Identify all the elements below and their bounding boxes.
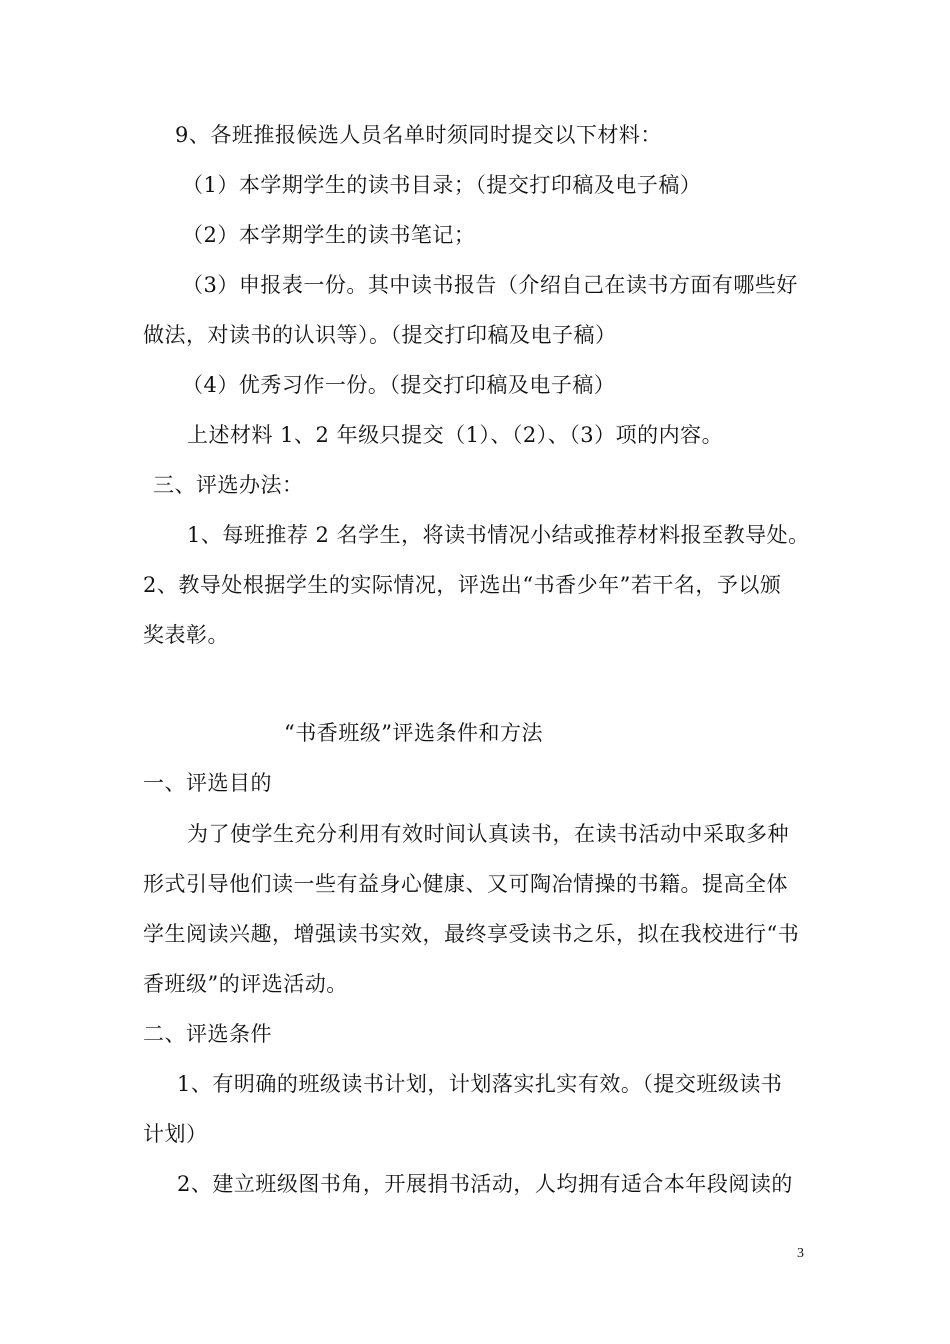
condition-item-2: 2、建立班级图书角，开展捐书活动，人均拥有适合本年段阅读的 [177, 1172, 793, 1196]
method-item-2-continued: 奖表彰。 [143, 623, 229, 647]
heading-conditions: 二、评选条件 [143, 1022, 272, 1046]
purpose-paragraph-line-2: 形式引导他们读一些有益身心健康、又可陶冶情操的书籍。提高全体 [143, 872, 788, 896]
condition-item-1-continued: 计划） [143, 1122, 208, 1146]
item-3-application-form: （3）申报表一份。其中读书报告（介绍自己在读书方面有哪些好 [182, 273, 798, 297]
page-number: 3 [797, 1246, 804, 1261]
method-item-2: 2、教导处根据学生的实际情况，评选出“书香少年”若干名，予以颁 [143, 573, 782, 597]
grade-note: 上述材料 1、2 年级只提交（1）、（2）、（3）项的内容。 [187, 423, 724, 447]
item-9-requirements: 9、各班推报候选人员名单时须同时提交以下材料： [175, 123, 662, 147]
purpose-paragraph-line-4: 香班级”的评选活动。 [143, 972, 348, 996]
purpose-paragraph-line-3: 学生阅读兴趣，增强读书实效，最终享受读书之乐，拟在我校进行“书 [143, 922, 800, 946]
item-4-essay: （4）优秀习作一份。（提交打印稿及电子稿） [182, 373, 616, 397]
heading-purpose: 一、评选目的 [143, 771, 272, 795]
method-item-1: 1、每班推荐 2 名学生，将读书情况小结或推荐材料报至教导处。 [187, 523, 810, 547]
item-3-continued: 做法，对读书的认识等）。（提交打印稿及电子稿） [143, 323, 617, 347]
purpose-paragraph-line-1: 为了使学生充分利用有效时间认真读书，在读书活动中采取多种 [187, 822, 789, 846]
section-title-class-selection: “书香班级”评选条件和方法 [284, 721, 543, 745]
item-2-reading-notes: （2）本学期学生的读书笔记； [182, 223, 476, 247]
item-1-reading-list: （1）本学期学生的读书目录；（提交打印稿及电子稿） [182, 173, 702, 197]
section-heading-evaluation-method: 三、评选办法： [153, 473, 304, 497]
condition-item-1: 1、有明确的班级读书计划，计划落实扎实有效。（提交班级读书 [177, 1072, 783, 1096]
